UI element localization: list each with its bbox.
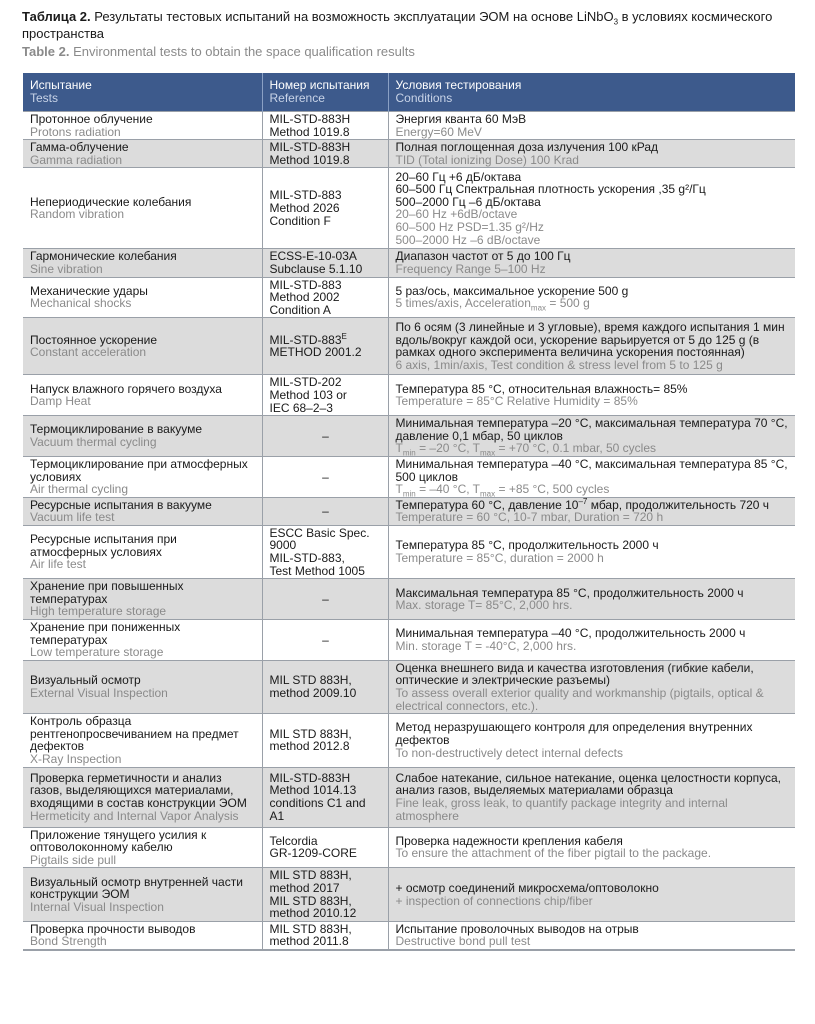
reference-text-line: method 2010.12 <box>269 906 357 921</box>
conditions-ru-text-line: 500–2000 Гц –6 дБ/октава <box>395 194 541 209</box>
header-cond-en: Conditions <box>395 91 453 105</box>
cell-test <box>23 497 262 525</box>
reference-text-line: Method 2026 <box>269 201 340 216</box>
cell-test <box>23 827 262 868</box>
header-test-ru: Испытание <box>30 78 92 92</box>
reference-text-line: Method 1014.13 <box>269 783 357 798</box>
conditions-ru-text: 5 раз/ось, максимальное ускорение 500 g <box>395 283 629 298</box>
reference-text-line: conditions C1 and A1 <box>269 796 366 823</box>
cell-test <box>23 660 262 713</box>
conditions-en-asub: min <box>402 489 416 498</box>
test-name-en: Random vibration <box>30 207 125 222</box>
test-name-ru: Проверка герметичности и анализ газов, выделяющихся материалами, входящими в состав конструкции ЭОМ <box>30 770 247 811</box>
conditions-ru-text: Минимальная температура –40 °С, максимальная температура 85 °С, 500 циклов <box>395 456 788 484</box>
cell-reference <box>262 168 388 249</box>
tests-table <box>23 73 795 951</box>
cell-reference <box>262 112 388 140</box>
conditions-en-text: Energy=60 MeV <box>395 124 482 139</box>
caption-ru-text: Результаты тестовых испытаний на возможность эксплуатации ЭОМ на основе LiNbO <box>94 9 614 24</box>
test-name-ru: Хранение при пониженных температурах <box>30 620 181 647</box>
cell-reference <box>262 140 388 168</box>
cell-test <box>23 249 262 277</box>
caption-en-label: Table 2. <box>22 44 70 59</box>
cell-conditions <box>388 620 795 661</box>
table-row <box>23 375 795 416</box>
cell-reference <box>262 620 388 661</box>
test-name-ru: Ресурсные испытания в вакууме <box>30 497 212 512</box>
table-row <box>23 714 795 767</box>
reference-text: – <box>322 503 329 518</box>
conditions-en-text-line: 500–2000 Hz –6 dB/octave <box>395 232 541 247</box>
conditions-ru-text: По 6 осям (3 линейные и 3 угловые), время каждого испытания 1 мин вдоль/вокруг каждой оси, ускорение варьируется от 5 до 125 g (в рамках одного эксперимента величина ускорения постоянная) <box>395 320 785 360</box>
test-name-ru: Механические удары <box>30 283 148 298</box>
reference-text: – <box>322 591 329 606</box>
cell-reference <box>262 767 388 827</box>
table-row <box>23 921 795 950</box>
cell-conditions <box>388 112 795 140</box>
conditions-en <box>396 511 790 524</box>
table-row <box>23 525 795 578</box>
reference-text-line: ESCC Basic Spec. <box>269 525 370 540</box>
conditions-ru-b: мбар, продолжительность 720 ч <box>587 497 770 512</box>
reference-text-line: Condition A <box>269 302 331 317</box>
reference-text-line: MIL STD 883H, <box>269 673 352 688</box>
conditions-en-text2: = 500 g <box>546 296 590 311</box>
test-name-ru: Приложение тянущего усилия к оптоволоконному кабелю <box>30 827 207 855</box>
reference-text-line: Test Method 1005 <box>269 563 365 578</box>
reference-text: – <box>322 428 329 443</box>
conditions-en <box>396 395 790 408</box>
cell-conditions <box>388 168 795 249</box>
cell-conditions <box>388 767 795 827</box>
conditions-en <box>396 895 790 908</box>
cell-test <box>23 620 262 661</box>
conditions-ru-text-line: 20–60 Гц +6 дБ/октава <box>395 169 522 184</box>
conditions-en-a: T <box>395 482 403 497</box>
conditions-en-text: Destructive bond pull test <box>395 934 531 949</box>
table-row <box>23 416 795 457</box>
test-name-en: Damp Heat <box>30 394 91 409</box>
cell-test <box>23 868 262 921</box>
conditions-ru-text: Минимальная температура –20 °С, максимальная температура 70 °С, давление 0,1 мбар, 50 циклов <box>395 416 788 443</box>
cell-reference <box>262 525 388 578</box>
reference-text-line: Subclause 5.1.10 <box>269 261 363 276</box>
table-row <box>23 497 795 525</box>
cell-reference <box>262 249 388 277</box>
conditions-en <box>396 208 790 246</box>
cell-reference <box>262 497 388 525</box>
conditions-en-a: T <box>395 441 403 456</box>
test-name-en: Gamma radiation <box>30 152 123 167</box>
reference-text-line: MIL-STD-202 <box>269 375 342 390</box>
table-row <box>23 168 795 249</box>
test-name-en: Pigtails side pull <box>30 852 117 867</box>
cell-test <box>23 416 262 457</box>
table-row <box>23 140 795 168</box>
cell-reference <box>262 827 388 868</box>
cell-reference <box>262 416 388 457</box>
test-name-ru: Напуск влажного горячего воздуха <box>30 381 222 396</box>
cell-conditions <box>388 249 795 277</box>
conditions-ru-text: Оценка внешнего вида и качества изготовления (гибкие кабели, оптические и электрические разъемы) <box>395 660 754 688</box>
test-name-en: High temperature storage <box>30 604 167 619</box>
test-name-ru: Проверка прочности выводов <box>30 921 196 936</box>
cell-conditions <box>388 318 795 375</box>
conditions-ru-text: Слабое натекание, сильное натекание, оценка целостности корпуса, анализ газов, выделяемых материалами образца <box>395 770 782 798</box>
cell-conditions <box>388 525 795 578</box>
caption-ru <box>22 8 797 42</box>
reference-text-line: Method 2002 <box>269 290 340 305</box>
reference-text-line: method 2009.10 <box>269 686 357 700</box>
cell-test <box>23 140 262 168</box>
caption-en-text: Environmental tests to obtain the space qualification results <box>73 44 415 59</box>
header-test-en: Tests <box>30 91 59 105</box>
cell-test <box>23 112 262 140</box>
reference-text-line: MIL-STD-883 <box>269 277 342 292</box>
reference-text-line: MIL-STD-883H <box>269 140 351 155</box>
cell-reference <box>262 456 388 497</box>
cell-conditions <box>388 827 795 868</box>
conditions-en <box>396 263 790 276</box>
cell-test <box>23 375 262 416</box>
cell-reference <box>262 579 388 620</box>
reference-text-line: ECSS-E-10-03A <box>269 249 357 264</box>
cell-test <box>23 525 262 578</box>
conditions-en-text: Min. storage T = -40°C, 2,000 hrs. <box>395 638 577 653</box>
reference-text-line: 9000 <box>269 538 297 553</box>
table-row <box>23 827 795 868</box>
table-row <box>23 277 795 318</box>
conditions-ru-text: Проверка надежности крепления кабеля <box>395 833 623 848</box>
reference-text-line: Method 1019.8 <box>269 152 350 167</box>
reference-text-line: MIL STD 883H, <box>269 726 352 741</box>
conditions-ru-text: Диапазон частот от 5 до 100 Гц <box>395 249 571 264</box>
reference-sup: E <box>341 331 347 341</box>
cell-conditions <box>388 140 795 168</box>
test-name-en: Constant acceleration <box>30 345 147 360</box>
cell-test <box>23 767 262 827</box>
conditions-ru-text: Минимальная температура –40 °С, продолжительность 2000 ч <box>395 626 746 641</box>
cell-test <box>23 456 262 497</box>
test-name-ru: Гамма-облучение <box>30 140 129 155</box>
cell-test <box>23 168 262 249</box>
conditions-ru <box>396 417 790 442</box>
reference-text-line: Method 1019.8 <box>269 124 350 139</box>
test-name-en: Internal Visual Inspection <box>30 899 164 914</box>
header-ref-ru: Номер испытания <box>269 78 370 92</box>
reference-text-line: IEC 68–2–3 <box>269 400 333 415</box>
conditions-en <box>396 154 790 167</box>
reference-text-line: method 2011.8 <box>269 934 349 949</box>
reference-text-line: MIL STD 883H, <box>269 921 352 936</box>
conditions-en <box>396 483 790 496</box>
caption-ru-sub: 3 <box>613 17 619 27</box>
test-name-ru: Гармонические колебания <box>30 249 177 264</box>
conditions-ru <box>396 171 790 209</box>
conditions-en <box>396 747 790 760</box>
reference-text-line: MIL-STD-883H <box>269 770 351 785</box>
conditions-en-text: Temperature = 85°C Relative Humidity = 85% <box>395 394 638 409</box>
cell-reference <box>262 660 388 713</box>
conditions-en-c: = +85 °C, 500 cycles <box>495 482 610 497</box>
conditions-ru <box>396 321 790 359</box>
test-name-en: Low temperature storage <box>30 645 164 660</box>
reference-text-line: method 2017 <box>269 880 340 895</box>
conditions-en-text: 5 times/axis, Acceleration <box>395 296 531 311</box>
conditions-ru-text: Температура 85 °С, продолжительность 2000 ч <box>395 538 659 553</box>
conditions-en-b: = –40 °C, T <box>415 482 481 497</box>
caption-en <box>22 43 797 61</box>
conditions-ru-a: Температура 60 °С, давление 10 <box>395 497 579 512</box>
cell-conditions <box>388 277 795 318</box>
conditions-ru <box>396 662 790 687</box>
table-row <box>23 579 795 620</box>
conditions-en-text-line: 60–500 Hz PSD=1.35 g²/Hz <box>395 219 544 234</box>
test-name-ru: Ресурсные испытания при атмосферных условиях <box>30 532 177 559</box>
test-name-ru: Контроль образца рентгенопросвечиванием на предмет дефектов <box>30 714 239 754</box>
conditions-ru <box>396 721 790 746</box>
reference-text-line: MIL-STD-883 <box>269 188 342 203</box>
conditions-en-c: = +70 °C, 0.1 mbar, 50 cycles <box>495 441 657 456</box>
cell-reference <box>262 921 388 950</box>
cell-conditions <box>388 921 795 950</box>
cell-conditions <box>388 579 795 620</box>
table-row <box>23 660 795 713</box>
reference-text-line: method 2012.8 <box>269 739 350 754</box>
test-name-ru: Визуальный осмотр внутренней части конструкции ЭОМ <box>30 874 243 902</box>
header-test <box>23 73 262 112</box>
test-name-en: Air life test <box>30 557 87 572</box>
conditions-en <box>396 640 790 653</box>
conditions-ru-text: Максимальная температура 85 °С, продолжительность 2000 ч <box>395 585 744 600</box>
conditions-en <box>396 935 790 948</box>
cell-conditions <box>388 375 795 416</box>
conditions-en-text: To non-destructively detect internal defects <box>395 745 623 760</box>
test-name-en: Sine vibration <box>30 261 103 276</box>
table-row <box>23 318 795 375</box>
conditions-en-text-line: 20–60 Hz +6dB/octave <box>395 207 518 222</box>
conditions-en-asub: min <box>402 448 416 457</box>
cell-test <box>23 277 262 318</box>
cell-reference <box>262 277 388 318</box>
table-row <box>23 456 795 497</box>
reference-text-line: MIL-STD-883H <box>269 112 351 126</box>
conditions-en-sub: max <box>530 303 547 313</box>
test-name-en: Protons radiation <box>30 124 121 139</box>
reference-text-line: Method 103 or <box>269 387 347 402</box>
conditions-ru <box>396 458 790 483</box>
conditions-ru <box>396 772 790 797</box>
conditions-en-text: Temperature = 85°C, duration = 2000 h <box>395 551 604 566</box>
cell-conditions <box>388 714 795 767</box>
test-name-ru: Хранение при повышенных температурах <box>30 579 184 606</box>
conditions-en-text: Temperature = 60 °C, 10-7 mbar, Duration = 720 h <box>395 510 664 525</box>
cell-conditions <box>388 868 795 921</box>
conditions-en <box>396 359 790 372</box>
test-name-ru: Термоциклирование в вакууме <box>30 422 202 437</box>
cell-conditions <box>388 497 795 525</box>
table-row <box>23 249 795 277</box>
conditions-ru-text: Метод неразрушающего контроля для определения внутренних дефектов <box>395 720 753 748</box>
test-name-en: Hermeticity and Internal Vapor Analysis <box>30 808 239 823</box>
conditions-ru-sup: –7 <box>578 497 588 506</box>
header-cond-ru: Условия тестирования <box>395 78 522 92</box>
reference-text-line: Telcordia <box>269 833 318 848</box>
conditions-en-text: Frequency Range 5–100 Hz <box>395 261 546 276</box>
reference-text-line: GR-1209-CORE <box>269 846 357 861</box>
test-name-ru: Термоциклирование при атмосферных условиях <box>30 456 248 484</box>
test-name-en: X-Ray Inspection <box>30 751 122 766</box>
conditions-ru-text: Температура 85 °С, относительная влажность= 85% <box>395 381 688 396</box>
table-row <box>23 112 795 140</box>
test-name-en: External Visual Inspection <box>30 686 168 700</box>
reference-text-line: MIL-STD-883, <box>269 551 345 566</box>
conditions-en <box>396 552 790 565</box>
conditions-ru-text-line: 60–500 Гц Спектральная плотность ускорения ,35 g²/Гц <box>395 182 706 197</box>
conditions-ru-text: Полная поглощенная доза излучения 100 кРад <box>395 140 659 155</box>
conditions-en <box>396 797 790 822</box>
conditions-en-text: 6 axis, 1min/axis, Test condition & stress level from 5 to 125 g <box>395 357 723 372</box>
conditions-en <box>395 296 790 313</box>
conditions-en <box>396 599 790 612</box>
reference-text: – <box>322 632 329 647</box>
test-name-ru: Непериодические колебания <box>30 194 192 209</box>
table-caption <box>22 8 797 61</box>
test-name-en: Air thermal cycling <box>30 482 129 497</box>
reference-text-line: MIL STD 883H, <box>269 893 352 908</box>
conditions-en-text: + inspection of connections chip/fiber <box>395 893 593 908</box>
conditions-en-text: Fine leak, gross leak, to quantify package integrity and internal atmosphere <box>395 796 728 823</box>
cell-test <box>23 921 262 950</box>
caption-ru-label: Таблица 2. <box>22 9 91 24</box>
test-name-ru: Визуальный осмотр <box>30 673 141 688</box>
reference-text2: METHOD 2001.2 <box>269 345 362 360</box>
cell-reference <box>262 868 388 921</box>
reference-text-line: Condition F <box>269 213 331 228</box>
table-row <box>23 868 795 921</box>
conditions-ru-text: Испытание проволочных выводов на отрыв <box>395 921 639 936</box>
cell-reference <box>262 714 388 767</box>
conditions-en-text: To assess overall exterior quality and workmanship (pigtails, optical & electrical connectors, etc.). <box>395 686 764 713</box>
conditions-ru-text: + осмотр соединений микросхема/оптоволокно <box>395 880 659 895</box>
conditions-en-b: = –20 °C, T <box>415 441 481 456</box>
header-ref-en: Reference <box>269 91 325 105</box>
cell-conditions <box>388 456 795 497</box>
cell-test <box>23 714 262 767</box>
cell-conditions <box>388 660 795 713</box>
test-name-en: Vacuum thermal cycling <box>30 435 157 450</box>
conditions-en <box>396 442 790 455</box>
caption-ru-text2: в условиях космического пространства <box>22 9 773 41</box>
conditions-en-text: TID (Total ionizing Dose) 100 Krad <box>395 152 579 167</box>
cell-reference <box>262 375 388 416</box>
table-row <box>23 767 795 827</box>
cell-reference <box>262 318 388 375</box>
cell-conditions <box>388 416 795 457</box>
conditions-en <box>396 126 790 139</box>
test-name-ru: Протонное облучение <box>30 112 153 126</box>
table-header-row <box>23 73 795 112</box>
conditions-en-bsub: max <box>480 448 496 457</box>
table-row <box>23 620 795 661</box>
reference-text: – <box>322 469 329 484</box>
cell-test <box>23 318 262 375</box>
conditions-en <box>396 687 790 712</box>
reference-text: MIL-STD-883 <box>269 332 342 347</box>
test-name-en: Vacuum life test <box>30 510 115 525</box>
test-name-en: Mechanical shocks <box>30 296 132 311</box>
conditions-en <box>396 847 790 860</box>
cell-test <box>23 579 262 620</box>
header-ref <box>262 73 388 112</box>
conditions-ru-text: Энергия кванта 60 МэВ <box>395 112 527 126</box>
conditions-en-text: Max. storage T= 85°C, 2,000 hrs. <box>395 598 573 613</box>
test-name-ru: Постоянное ускорение <box>30 332 158 347</box>
conditions-en-text: To ensure the attachment of the fiber pigtail to the package. <box>395 846 712 861</box>
reference-text-line: MIL STD 883H, <box>269 868 352 883</box>
conditions-en-bsub: max <box>480 489 496 498</box>
test-name-en: Bond Strength <box>30 934 107 949</box>
header-cond <box>388 73 795 112</box>
